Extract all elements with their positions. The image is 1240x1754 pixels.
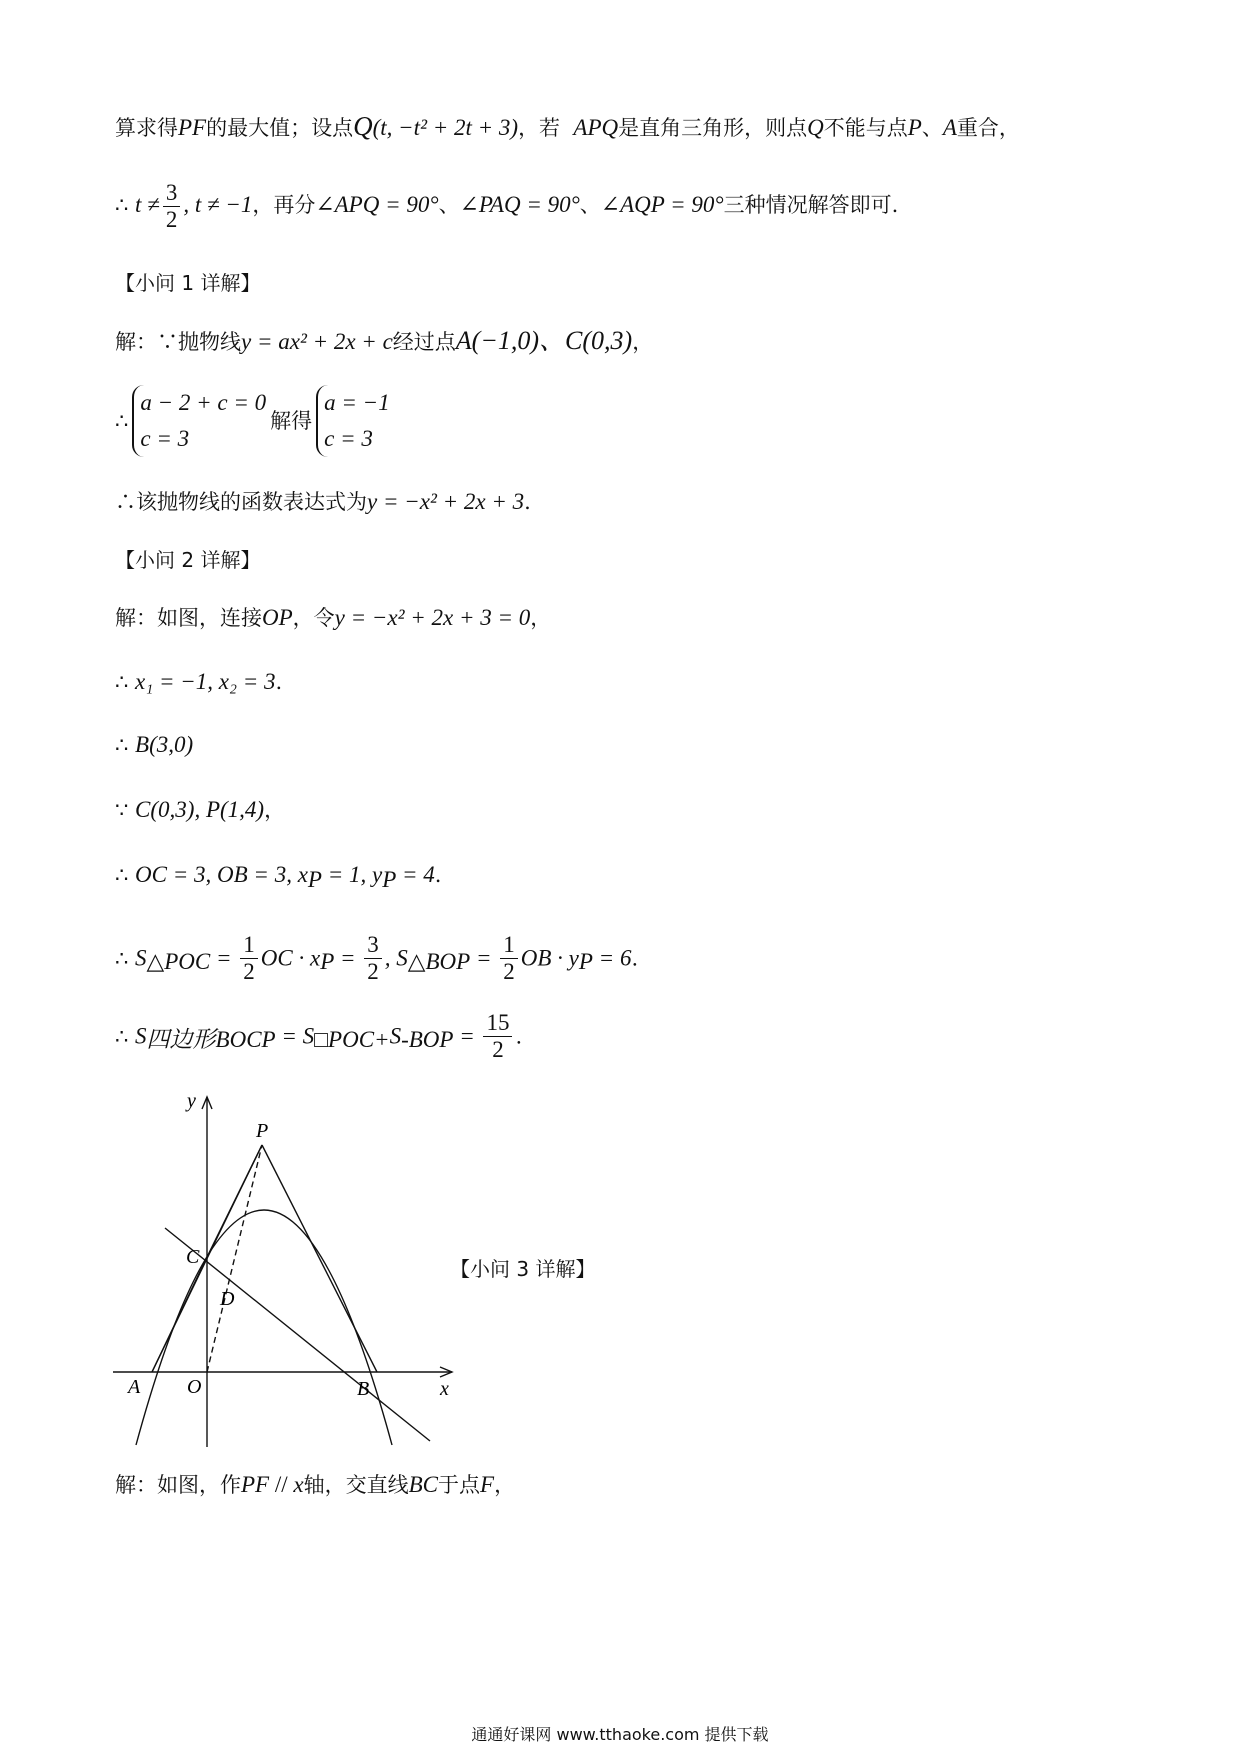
text-line-10: ∴ OC = 3, OB = 3, $x_P = 1$, $y_P = 4$.	[115, 862, 442, 893]
label-a: A	[128, 1376, 141, 1398]
label-b: B	[357, 1378, 370, 1400]
math: , t ≠ −1	[183, 192, 253, 217]
math: A(−1,0)、C(0,3)	[455, 326, 633, 355]
text: ，再分	[252, 193, 316, 217]
math: B(3,0)	[135, 732, 194, 757]
numerator: 1	[240, 932, 258, 959]
text: 三种情况解答即可.	[723, 193, 899, 217]
text: ，令	[292, 606, 335, 630]
text-line-1	[115, 111, 1020, 143]
math: S	[135, 1023, 147, 1049]
math: S	[389, 1023, 402, 1049]
math: F	[480, 1472, 495, 1497]
subscript: 四边形BOCP	[146, 1027, 276, 1053]
section-heading-2: 【小问 2 详解】	[115, 548, 261, 572]
segment-pb	[262, 1145, 377, 1372]
math: =	[453, 1023, 481, 1049]
text: .	[434, 863, 442, 887]
math: BC	[408, 1472, 438, 1497]
text: 、	[438, 193, 460, 217]
text: 的最大值；设点	[206, 116, 354, 140]
math: PF	[241, 1472, 270, 1497]
text: ，	[264, 798, 286, 822]
equation: c = 3	[324, 426, 373, 451]
subscript: P	[320, 949, 335, 975]
text: ，	[494, 1473, 516, 1497]
segment-cp	[207, 1145, 262, 1257]
text: 经过点	[392, 330, 456, 354]
numerator: 15	[483, 1010, 512, 1037]
text: 算求得	[115, 116, 178, 140]
subscript: △POC	[146, 949, 211, 975]
text: ，	[632, 330, 654, 354]
math: = 1, y	[321, 862, 383, 887]
text: 重合，	[956, 116, 1020, 140]
equation: c = 3	[140, 426, 190, 451]
text-line-8: ∴ B(3,0)	[115, 732, 194, 757]
label-c: C	[186, 1246, 200, 1268]
math: OP	[262, 605, 293, 630]
text-line-4: ∴ a − 2 + c = 0 c = 3 解得 a = −1 c = 3	[115, 385, 394, 457]
text-line-12: ∴ $S_{四边形BOCP} = S_{□POC+}S_{-BOP}$ = $\frac{15}{2}$ .	[115, 1010, 523, 1062]
denominator: 2	[492, 1037, 504, 1062]
text: 是直角三角形，则点	[618, 116, 808, 140]
subscript: P	[578, 949, 593, 975]
page-footer: 通通好课网 www.tthaoke.com 提供下载	[471, 1725, 769, 1744]
math: y = −x² + 2x + 3 = 0	[334, 605, 531, 630]
fraction	[483, 1010, 512, 1063]
math: x	[293, 1472, 304, 1497]
math: =	[334, 945, 362, 971]
math: OB · y	[520, 945, 579, 971]
text: ，若	[518, 116, 561, 140]
text: 解：如图，作	[115, 1473, 241, 1497]
label-y: y	[187, 1090, 196, 1112]
math: ∠APQ = 90°	[315, 192, 439, 217]
parabola-figure	[110, 1085, 460, 1455]
label-o: O	[187, 1376, 202, 1398]
math: =	[470, 945, 498, 971]
math: Q	[807, 115, 824, 140]
fraction	[240, 932, 258, 985]
subscript: △BOP	[407, 949, 471, 975]
math: P	[907, 115, 922, 140]
text: 、	[921, 116, 943, 140]
numerator: 3	[364, 932, 382, 959]
math: y = ax² + 2x + c	[241, 329, 393, 354]
equation-system	[132, 385, 266, 457]
section-heading-3: 【小问 3 详解】	[450, 1257, 596, 1281]
text: 轴，交直线	[303, 1473, 409, 1497]
subscript: P	[307, 867, 322, 893]
denominator: 2	[503, 959, 515, 984]
math: //	[269, 1472, 294, 1497]
subscript: P	[382, 867, 397, 893]
denominator: 2	[367, 959, 379, 984]
fraction	[163, 180, 181, 233]
math: =	[210, 945, 238, 971]
text: ∴该抛物线的函数表达式为	[115, 490, 367, 514]
equation: a = −1	[324, 390, 390, 415]
math: OC · x	[260, 945, 321, 971]
math: OC = 3, OB = 3, x	[135, 862, 308, 887]
math: S	[135, 945, 147, 971]
text: .	[275, 670, 283, 694]
label-d: D	[220, 1288, 235, 1310]
subscript: -BOP	[401, 1027, 454, 1053]
text-line-6	[115, 603, 551, 633]
denominator: 2	[243, 959, 255, 984]
line-bc	[165, 1228, 430, 1441]
label-p: P	[256, 1120, 269, 1142]
text: 解得	[270, 409, 313, 433]
math: = 4	[396, 862, 435, 887]
denominator: 2	[165, 207, 178, 232]
subscript: □POC+	[314, 1027, 390, 1053]
math: y = −x² + 2x + 3	[367, 489, 525, 514]
text: 解：如图，连接	[115, 606, 262, 630]
fraction	[500, 932, 518, 985]
text: 于点	[438, 1473, 480, 1497]
math: Q	[353, 111, 373, 141]
math: APQ	[573, 115, 619, 140]
fraction	[364, 932, 382, 985]
text-line-13	[115, 1470, 515, 1500]
numerator: 1	[500, 932, 518, 959]
math: C(0,3), P(1,4)	[135, 797, 265, 822]
equation: a − 2 + c = 0	[140, 390, 267, 415]
math: ∠AQP = 90°	[600, 192, 724, 217]
text: .	[631, 946, 639, 971]
text-line-9: ∵ C(0,3), P(1,4)，	[115, 797, 286, 822]
text: .	[515, 1024, 523, 1049]
math: ∠PAQ = 90°	[459, 192, 580, 217]
text: 解：∵抛物线	[115, 330, 241, 354]
text: 不能与点	[823, 116, 908, 140]
text-line-2: ∴ t ≠ $\frac{3}{2}$ , t ≠ −1，再分∠APQ = 90°、∠PAQ = 90°、∠AQP = 90°三种情况解答即可.	[115, 180, 899, 232]
parabola-curve	[136, 1210, 392, 1445]
math: = S	[275, 1023, 315, 1049]
text-line-11: ∴ $S_{\triangle POC}$ = $\frac{1}{2}$ OC · $x_P$ = $\frac{3}{2}$ , $S_{\triangle BOP}$ = $\frac{1}{2}$ OB · $y_P = 6$.	[115, 932, 639, 984]
math: t ≠	[135, 192, 160, 217]
math: PF	[178, 115, 207, 140]
text-line-7: ∴ x₁ = −1, x₂ = 3.	[115, 669, 283, 694]
math: , S	[384, 945, 408, 971]
section-heading-1: 【小问 1 详解】	[115, 271, 261, 295]
math: = 6	[592, 945, 632, 971]
equation-system	[316, 385, 390, 457]
text: .	[524, 490, 531, 514]
numerator: 3	[163, 180, 181, 207]
text-line-3	[115, 326, 653, 357]
text-line-5	[115, 487, 531, 517]
segment-op	[207, 1145, 262, 1372]
text: ，	[530, 606, 552, 630]
math: (t, −t² + 2t + 3)	[372, 115, 519, 140]
math: x₁ = −1, x₂ = 3	[135, 669, 276, 694]
math: A	[942, 115, 957, 140]
label-x: x	[440, 1378, 449, 1400]
text: 、	[579, 193, 601, 217]
